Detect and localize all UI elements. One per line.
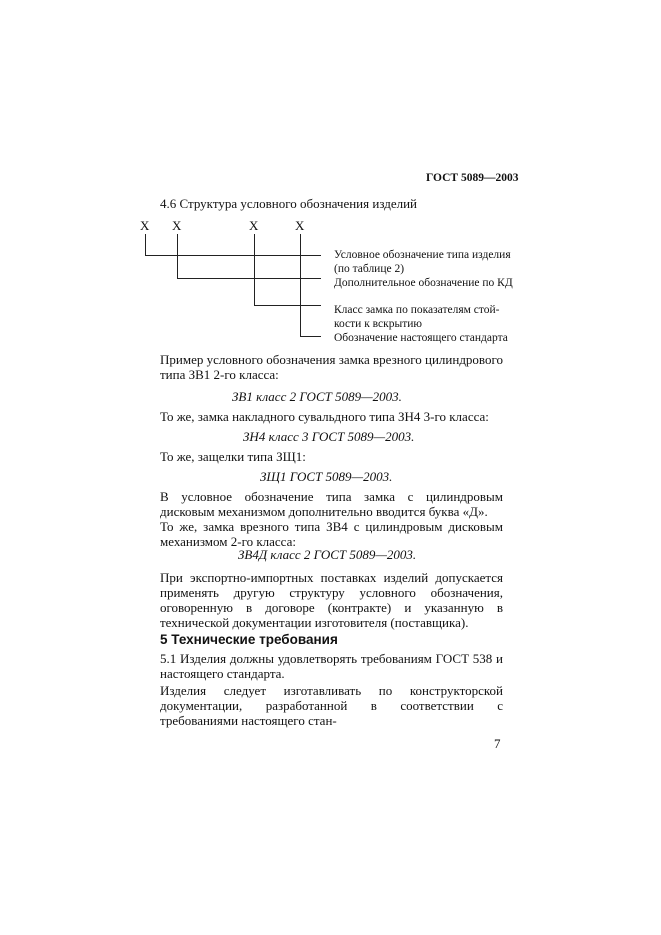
paragraph-text: При экспортно-импортных поставках изделий допускается применять другую структуру условного обозначения, оговоренную в договоре (контракте) и указанную в технической документации изготовителя (поставщика). xyxy=(160,570,503,630)
diagram-line xyxy=(300,336,321,337)
paragraph xyxy=(160,519,503,549)
paragraph: То же, защелки типа ЗЩ1: xyxy=(160,449,306,464)
designation-example: ЗВ4Д класс 2 ГОСТ 5089—2003. xyxy=(238,547,417,562)
diagram-line xyxy=(254,234,255,305)
diagram-label: Дополнительное обозначение по КД xyxy=(334,277,513,289)
paragraph xyxy=(160,570,503,630)
designation-example: ЗЩ1 ГОСТ 5089—2003. xyxy=(260,469,393,484)
placeholder-x: X xyxy=(249,218,259,233)
diagram-line xyxy=(300,234,301,336)
paragraph-text: В условное обозначение типа замка с цилиндровым дисковым механизмом дополнительно вводится буква «Д». xyxy=(160,489,503,519)
diagram-line xyxy=(145,234,146,255)
paragraph xyxy=(160,352,503,382)
diagram-label: Обозначение настоящего стандарта xyxy=(334,332,508,344)
diagram-label: кости к вскрытию xyxy=(334,318,422,330)
diagram-label: Класс замка по показателям стой- xyxy=(334,304,500,316)
paragraph xyxy=(160,683,503,728)
designation-example: ЗВ1 класс 2 ГОСТ 5089—2003. xyxy=(232,389,402,404)
diagram-label: Условное обозначение типа изделия xyxy=(334,249,511,261)
paragraph xyxy=(160,489,503,519)
designation-example: ЗН4 класс 3 ГОСТ 5089—2003. xyxy=(243,429,415,444)
diagram-line xyxy=(177,278,321,279)
placeholder-x: X xyxy=(140,218,150,233)
paragraph-text: То же, замка врезного типа ЗВ4 с цилиндровым дисковым механизмом 2-го класса: xyxy=(160,519,503,549)
section-5-title: 5 Технические требования xyxy=(160,632,338,647)
diagram-line xyxy=(254,305,321,306)
paragraph: То же, замка накладного сувальдного типа ЗН4 3-го класса: xyxy=(160,409,489,424)
paragraph xyxy=(160,651,503,681)
document-code-header: ГОСТ 5089—2003 xyxy=(426,172,519,184)
paragraph-text: Пример условного обозначения замка врезного цилиндрового типа ЗВ1 2-го класса: xyxy=(160,352,503,382)
diagram-line xyxy=(145,255,321,256)
paragraph-text: Изделия следует изготавливать по конструкторской документации, разработанной в соответствии с требованиями настоящего стан- xyxy=(160,683,503,728)
placeholder-x: X xyxy=(172,218,182,233)
diagram-label: (по таблице 2) xyxy=(334,263,405,275)
diagram-line xyxy=(177,234,178,278)
paragraph-text: 5.1 Изделия должны удовлетворять требованиям ГОСТ 538 и настоящего стандарта. xyxy=(160,651,503,681)
section-4-6-title: 4.6 Структура условного обозначения изделий xyxy=(160,196,418,211)
placeholder-x: X xyxy=(295,218,305,233)
page-number: 7 xyxy=(494,736,501,751)
